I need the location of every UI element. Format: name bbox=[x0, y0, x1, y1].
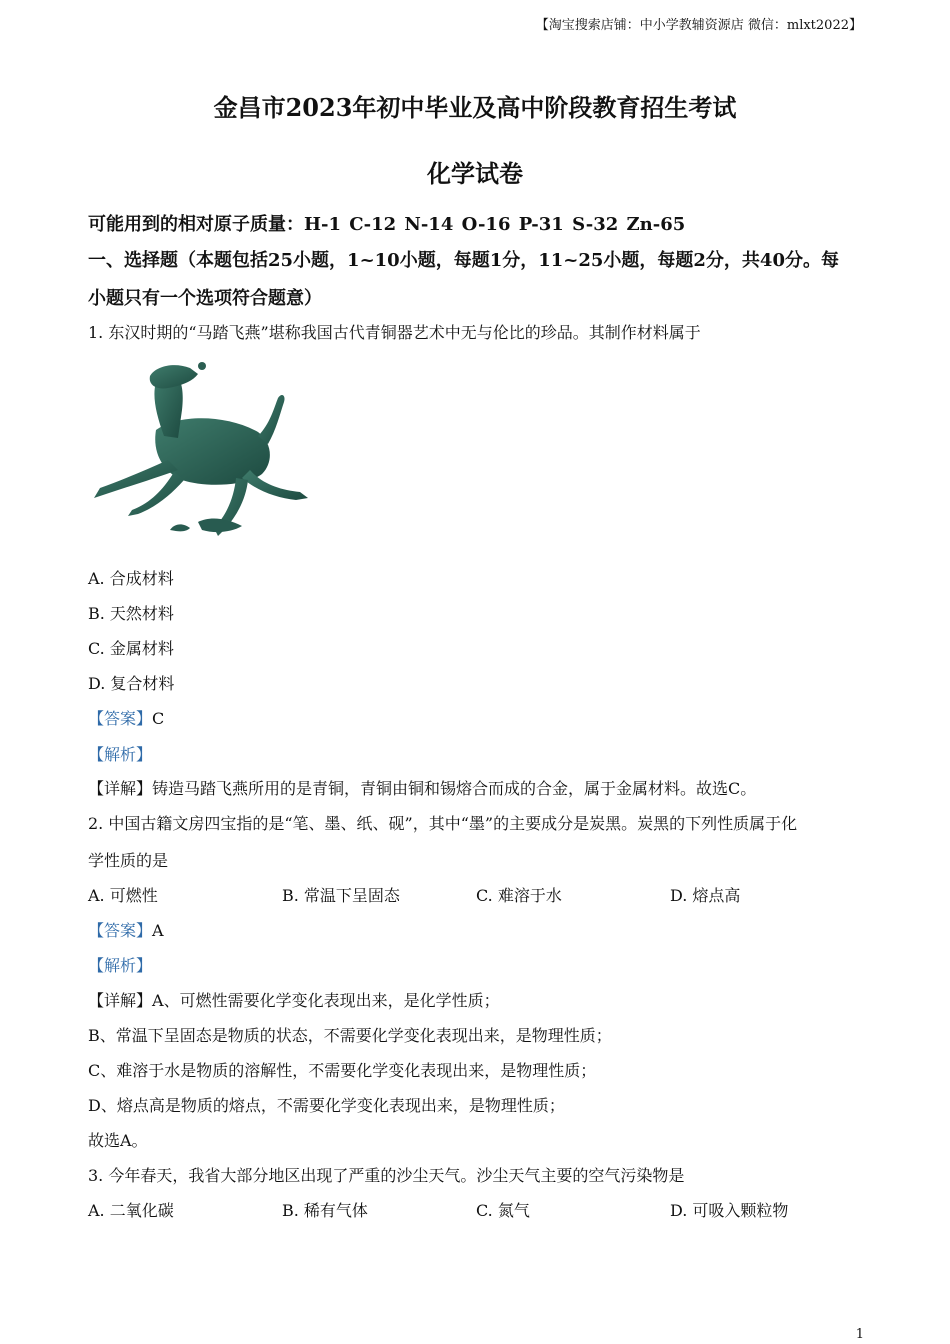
q1-detail bbox=[88, 776, 756, 799]
q2-detail-line-2: B、常温下呈固态是物质的状态，不需要化学变化表现出来，是物理性质； bbox=[88, 1026, 612, 1045]
page-number: 1 bbox=[855, 1327, 864, 1342]
header-note: 【淘宝搜索店铺：中小学教辅资源店 微信：mlxt2022】 bbox=[535, 18, 862, 33]
section-heading-line-1: 一、选择题（本题包括25小题，1~10小题，每题1分，11~25小题，每题2分，共40分。每 bbox=[88, 250, 839, 271]
q2-answer-tag: 【答案】 bbox=[88, 921, 153, 940]
q1-option-a: A. 合成材料 bbox=[88, 569, 174, 588]
q2-stem-line-1: 2. 中国古籍文房四宝指的是“笔、墨、纸、砚”，其中“墨”的主要成分是炭黑。炭黑的下列性质属于化 bbox=[88, 814, 798, 833]
q1-answer-value: C bbox=[152, 709, 165, 728]
exam-subtitle: 化学试卷 bbox=[427, 159, 523, 188]
q1-detail-text: 铸造马踏飞燕所用的是青铜，青铜由铜和锡熔合而成的合金，属于金属材料。故选C。 bbox=[152, 779, 757, 798]
q3-option-a: A. 二氧化碳 bbox=[88, 1201, 174, 1220]
q3-option-d: D. 可吸入颗粒物 bbox=[670, 1201, 789, 1220]
q1-analysis-tag: 【解析】 bbox=[88, 745, 153, 764]
q1-option-d: D. 复合材料 bbox=[88, 674, 175, 693]
section-heading-line-2: 小题只有一个选项符合题意） bbox=[88, 288, 322, 309]
q2-detail-line-1 bbox=[88, 988, 500, 1011]
bronze-horse-image bbox=[86, 352, 314, 548]
q1-answer bbox=[88, 706, 164, 729]
q3-stem: 3. 今年春天，我省大部分地区出现了严重的沙尘天气。沙尘天气主要的空气污染物是 bbox=[88, 1166, 685, 1185]
q2-stem-line-2: 学性质的是 bbox=[88, 851, 169, 870]
q1-detail-tag: 【详解】 bbox=[88, 779, 153, 798]
q2-detail-text: A、可燃性需要化学变化表现出来，是化学性质； bbox=[152, 991, 500, 1010]
q1-answer-tag: 【答案】 bbox=[88, 709, 153, 728]
q2-option-c: C. 难溶于水 bbox=[476, 886, 562, 905]
q2-detail-line-3: C、难溶于水是物质的溶解性，不需要化学变化表现出来，是物理性质； bbox=[88, 1061, 597, 1080]
q2-option-b: B. 常温下呈固态 bbox=[282, 886, 400, 905]
q2-detail-tag: 【详解】 bbox=[88, 991, 153, 1010]
q3-option-b: B. 稀有气体 bbox=[282, 1201, 368, 1220]
q1-option-c: C. 金属材料 bbox=[88, 639, 174, 658]
q2-detail-line-4: D、熔点高是物质的熔点，不需要化学变化表现出来，是物理性质； bbox=[88, 1096, 565, 1115]
q2-answer-value: A bbox=[152, 921, 164, 940]
q3-option-c: C. 氮气 bbox=[476, 1201, 530, 1220]
q2-analysis-tag: 【解析】 bbox=[88, 956, 153, 975]
q2-option-a: A. 可燃性 bbox=[88, 886, 158, 905]
q1-stem: 1. 东汉时期的“马踏飞燕”堪称我国古代青铜器艺术中无与伦比的珍品。其制作材料属于 bbox=[88, 323, 701, 342]
atomic-masses: 可能用到的相对原子质量：H-1 C-12 N-14 O-16 P-31 S-32 Zn-65 bbox=[88, 214, 686, 235]
q2-answer bbox=[88, 918, 164, 941]
q1-option-b: B. 天然材料 bbox=[88, 604, 174, 623]
q2-option-d: D. 熔点高 bbox=[670, 886, 741, 905]
exam-title: 金昌市2023年初中毕业及高中阶段教育招生考试 bbox=[213, 93, 737, 122]
q2-detail-line-5: 故选A。 bbox=[88, 1131, 148, 1150]
